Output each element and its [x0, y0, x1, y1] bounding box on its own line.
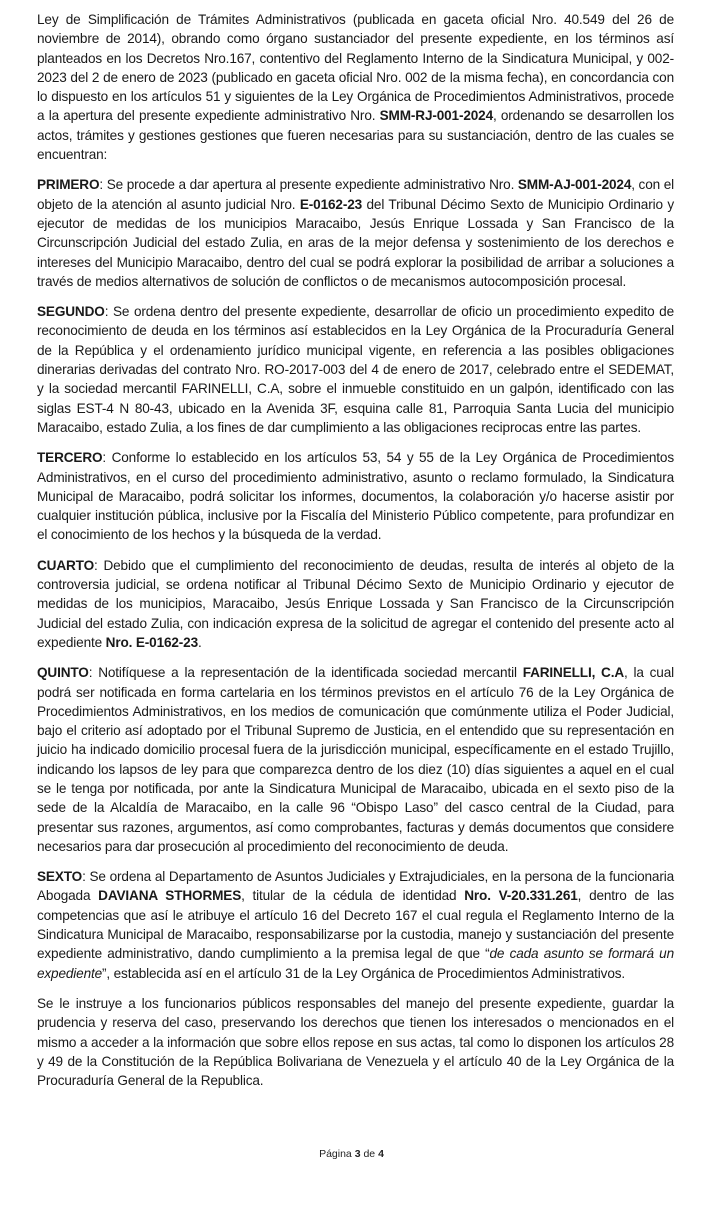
intro-paragraph: [37, 10, 674, 164]
cuarto-text-end: .: [198, 634, 202, 650]
cuarto-paragraph: [37, 556, 674, 652]
segundo-text: : Se ordena dentro del presente expediente, desarrollar de oficio un procedimiento expedito de reconocimiento de deuda en los términos así establecidos en la Ley Orgánica de la Procuraduría General de la República y el ordenamiento jurídico municipal vigente, en referencia a las posibles obligaciones dinerarias derivadas del contrato Nro. RO-2017-003 del 4 de enero de 2017, celebrado entre el SEDEMAT, y la sociedad mercantil FARINELLI, C.A, sobre el inmueble constituido en un galpón, identificado con las siglas EST-4 N 80-43, ubicado en la Avenida 3F, esquina calle 81, Parroquia Santa Lucia del municipio Maracaibo, estado Zulia, a los fines de dar cumplimiento a las obligaciones reciprocas entre las partes.: [37, 304, 674, 435]
sexto-text: : Se ordena al Departamento de Asuntos Judiciales y Extrajudiciales, en la persona de la funcionaria Abogada: [37, 869, 674, 904]
primero-text: : Se procede a dar apertura al presente expediente administrativo Nro.: [99, 177, 518, 193]
primero-heading: PRIMERO: [37, 177, 100, 193]
judicial-case-number: E-0162-23: [299, 196, 363, 212]
segundo-heading: SEGUNDO: [37, 304, 105, 320]
segundo-paragraph: [37, 302, 674, 437]
id-number: Nro. V-20.331.261: [464, 888, 578, 904]
sexto-text-4: ”, establecida así en el artículo 31 de la Ley Orgánica de Procedimientos Administrativos.: [102, 965, 625, 981]
tercero-text: : Conforme lo establecido en los artículos 53, 54 y 55 de la Ley Orgánica de Procedimientos Administrativos, en el curso del procedimiento administrativo, asunto o reclamo formulado, la Sindicatura Municipal de Maracaibo, podrá solicitar los informes, documentos, la colaboración y/o hacerse asistir por cualquier institución pública, inclusive por la Fiscalía del Ministerio Público competente, para profundizar en el conocimiento de los hechos y la búsqueda de la verdad.: [37, 450, 674, 543]
intro-text: Ley de Simplificación de Trámites Administrativos (publicada en gaceta oficial Nro. 40.549 del 26 de noviembre de 2014), obrando como órgano sustanciador del presente expediente, en los términos así planteados en los Decretos Nro.167, contentivo del Reglamento Interno de la Sindicatura Municipal, y 002-2023 del 2 de enero de 2023 (publicado en gaceta oficial Nro. 002 de la misma fecha), en concordancia con lo dispuesto en los artículos 51 y siguientes de la Ley Orgánica de Procedimientos Administrativos, procede a la apertura del presente expediente administrativo Nro.: [37, 12, 674, 124]
page-word: Página: [319, 1148, 355, 1160]
primero-paragraph: [37, 175, 674, 291]
cuarto-text: : Debido que el cumplimiento del reconocimiento de deudas, resulta de interés al objeto de la controversia judicial, se ordena notificar al Tribunal Décimo Sexto de Municipio Ordinario y ejecutor de medidas de los municipios, Maracaibo, Jesús Enrique Lossada y San Francisco de la Circunscripción Judicial del estado Zulia, con indicación expresa de la solicitud de agregar el contenido del presente acto al expediente: [37, 557, 674, 650]
sexto-paragraph: [37, 867, 674, 983]
quinto-heading: QUINTO: [37, 665, 89, 681]
primero-text-2: , con el objeto de la atención al asunto judicial Nro.: [37, 177, 674, 212]
quinto-text: : Notifíquese a la representación de la identificada sociedad mercantil: [88, 665, 523, 681]
quinto-paragraph: [37, 663, 674, 856]
cuarto-heading: CUARTO: [37, 557, 94, 573]
closing-text: Se le instruye a los funcionarios públicos responsables del manejo del presente expediente, guardar la prudencia y reserva del caso, preservando los derechos que tienen los interesados o mencionados en el mismo a acceder a la información que sobre ellos repose en sus actas, tal como lo disponen los artículos 28 y 49 de la Constitución de la República Bolivariana de Venezuela y el artículo 40 de la Ley Orgánica de la Procuraduría General de la Republica.: [37, 995, 674, 1089]
company-name: FARINELLI, C.A: [522, 665, 625, 681]
sexto-heading: SEXTO: [37, 869, 83, 885]
closing-paragraph: [37, 994, 674, 1090]
page-footer: [0, 1148, 703, 1160]
primero-text-3: del Tribunal Décimo Sexto de Municipio Ordinario y ejecutor de medidas de los municipios Maracaibo, Jesús Enrique Lossada y San Francisco de la Circunscripción Judicial del estado Zulia, en aras de la mejor defensa y sostenimiento de los derechos e intereses del Municipio Maracaibo, dentro del cual se podrá explorar la posibilidad de arribar a soluciones a través de medios alternativos de solución de conflictos o de mecanismos autocomposición procesal.: [37, 196, 674, 289]
page-total: 4: [378, 1148, 384, 1160]
quinto-text-2: , la cual podrá ser notificada en forma cartelaria en los términos previstos en el artículo 76 de la Ley Orgánica de Procedimientos Administrativos, en los medios de comunicación que comúnmente utiliza el Poder Judicial, bajo el criterio así adoptado por el Tribunal Supremo de Justicia, en el entendido que su representación en juicio ha indicado domicilio procesal fuera de la jurisdicción municipal, específicamente en el estado Trujillo, indicando los lapsos de ley para que comparezca dentro de los diez (10) días siguientes a aquel en el cual se le tenga por notificada, por ante la Sindicatura Municipal de Maracaibo, ubicada en el sexto piso de la sede de la Alcaldía de Maracaibo, en la calle 96 “Obispo Laso” del casco central de la Ciudad, para presentar sus razones, argumentos, así como comprobantes, facturas y demás documentos que considere necesarios para dar prosecución al procedimiento del reconocimiento de deuda.: [37, 665, 675, 854]
document-page: [37, 10, 674, 1101]
sexto-text-3: , dentro de las competencias que así le atribuye el artículo 16 del Decreto 167 el cual regula el Reglamento Interno de la Sindicatura Municipal de Maracaibo, responsabilizarse por la custodia, manejo y sustanciación del presente expediente administrativo, dando cumplimiento a la premisa legal de que “: [37, 888, 674, 962]
intro-text-cont: , ordenando se desarrollen los actos, trámites y gestiones gestiones que fueren necesarias para su sustanciación, dentro de las cuales se encuentran:: [37, 108, 674, 163]
tercero-heading: TERCERO: [37, 450, 103, 466]
sexto-text-2: , titular de la cédula de identidad: [241, 888, 465, 904]
tercero-paragraph: [37, 448, 674, 544]
legal-premise-quote: de cada asunto se formará un expediente: [37, 946, 674, 981]
official-name: DAVIANA STHORMES: [98, 888, 242, 904]
cuarto-case-number: Nro. E-0162-23: [105, 634, 199, 650]
expediente-number-aj: SMM-AJ-001-2024: [517, 177, 632, 193]
page-of: de: [360, 1148, 379, 1160]
expediente-number-rj: SMM-RJ-001-2024: [379, 108, 493, 124]
page-current: 3: [354, 1148, 361, 1160]
